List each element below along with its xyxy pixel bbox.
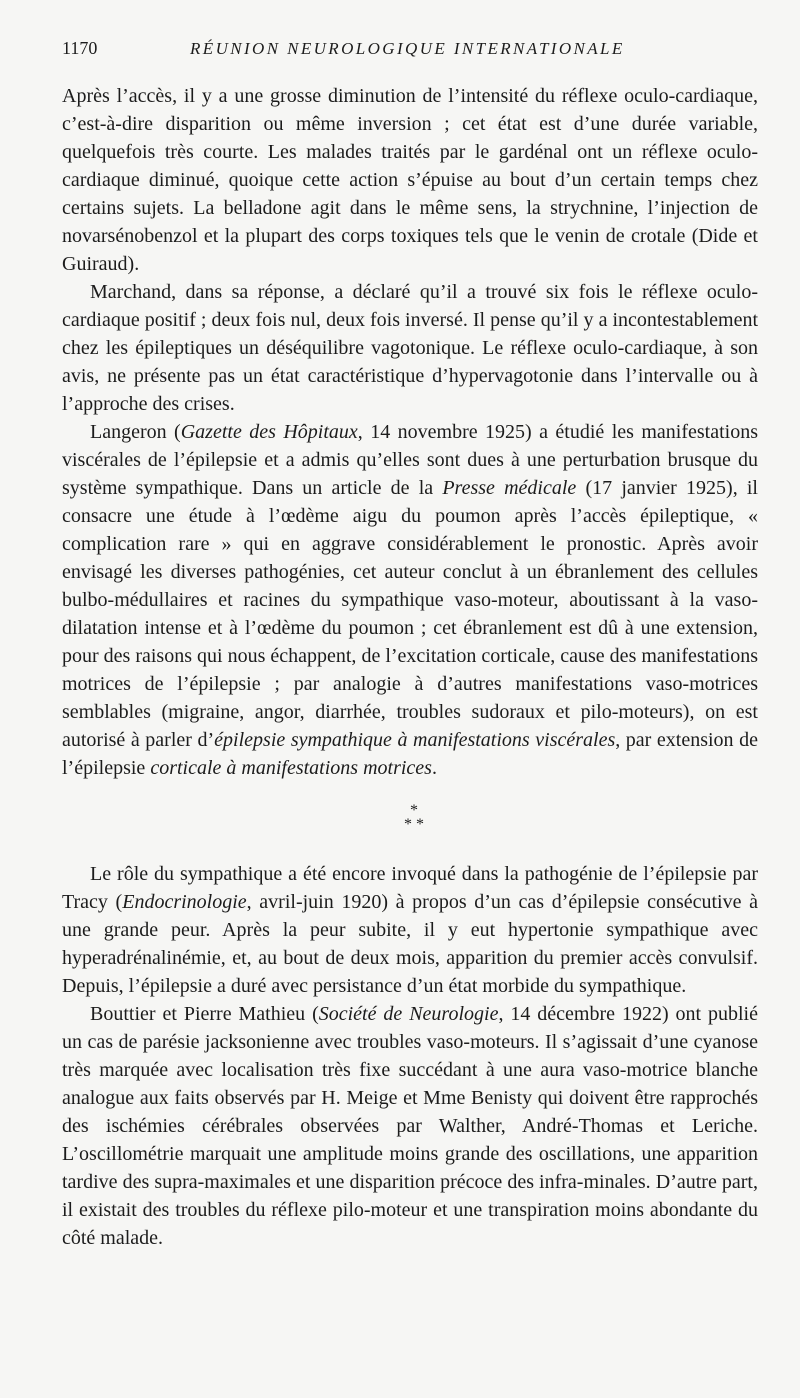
- body-text: [62, 82, 758, 1252]
- text-run: .: [431, 757, 437, 779]
- citation-title: Presse médicale: [442, 477, 577, 499]
- text-run: , 14 novembre 1925) a étudié les manifestations viscérales de l’épilepsie et a admis qu’elles sont dues à une perturbation brusque du système sympathique. Dans un article de la: [62, 421, 759, 499]
- text-run: , par extension de l’épilepsie: [62, 729, 758, 779]
- paragraph-bouttier-mathieu: [62, 1000, 758, 1252]
- text-run: , 14 décembre 1922) ont publié un cas de parésie jacksonienne avec troubles vaso-moteurs. Il s’agissait d’une cyanose très marquée avec localisation très fixe succédant à une aura vaso-motrice blanche analogue aux faits observés par H. Meige et Mme Benisty qui doivent être rapprochés des ischémies cérébrales observées par Walther, André-Thomas et Leriche. L’oscillométrie marquait une amplitude moins grande des oscillations, une apparition tardive des supra-maximales et une disparition précoce des infra-minales. D’autre part, il existait des troubles du réflexe pilo-moteur et une transpiration moins abondante du côté malade.: [62, 1003, 758, 1249]
- paragraph-reflex-after-seizure: Après l’accès, il y a une grosse diminution de l’intensité du réflexe oculo-cardiaque, c’est-à-dire disparition ou même inversion ; cet état est d’une durée variable, quelquefois très courte. Les malades traités par le gardénal ont un réflexe oculo-cardiaque diminué, quoique cette action s’épuise au bout d’un certain temps chez certains sujets. La belladone agit dans le même sens, la strychnine, l’injection de novarsénobenzol et la plupart des corps toxiques tels que le venin de crotale (Dide et Guiraud).: [62, 85, 758, 275]
- text-run: Langeron (: [90, 421, 181, 443]
- emphasis: corticale à manifestations motrices: [150, 757, 432, 779]
- text-run: (17 janvier 1925), il consacre une étude à l’œdème aigu du poumon après l’accès épileptique, « complication rare » qui en aggrave considérablement le pronostic. Après avoir envisagé les diverses pathogénies, cet auteur conclut à un ébranlement des cellules bulbo-médullaires et racines du sympathique vaso-moteur, aboutissant à la vaso-dilatation intense et à l’œdème du poumon ; cet ébranlement est dû à une extension, pour des raisons qui nous échappent, de l’excitation corticale, cause des manifestations motrices de l’épilepsie ; par analogie à d’autres manifestations vaso-motrices semblables (migraine, angor, diarrhée, troubles sudoraux et pilo-moteurs), on est autorisé à parler d’: [62, 477, 758, 751]
- asterism-bottom: * *: [404, 816, 424, 833]
- asterism-divider: [62, 804, 758, 832]
- citation-title: Endocrinologie: [122, 891, 247, 913]
- text-run: , avril-juin 1920) à propos d’un cas d’épilepsie consécutive à une grande peur. Après la peur subite, il y eut hypertonie sympathique avec hyperadrénalinémie, et, au bout de deux mois, apparition du premier accès convulsif. Depuis, l’épilepsie a duré avec persistance d’un état morbide du sympathique.: [62, 891, 758, 997]
- page-number: 1170: [62, 38, 98, 58]
- paragraph-marchand: Marchand, dans sa réponse, a déclaré qu’il a trouvé six fois le réflexe oculo-cardiaque positif ; deux fois nul, deux fois inversé. Il pense qu’il y a incontestablement chez les épileptiques un déséquilibre vagotonique. Le réflexe oculo-cardiaque, à son avis, ne présente pas un état caractéristique d’hypervagotonie dans l’intervalle ou à l’approche des crises.: [62, 281, 758, 415]
- running-head: [62, 38, 758, 78]
- paragraph-langeron: [62, 418, 758, 782]
- text-run: Le rôle du sympathique a été encore invoqué dans la pathogénie de l’épilepsie par Tracy (: [62, 863, 758, 913]
- running-title: RÉUNION NEUROLOGIQUE INTERNATIONALE: [190, 39, 625, 58]
- text-run: Bouttier et Pierre Mathieu (: [90, 1003, 319, 1025]
- paragraph-tracy: [62, 860, 758, 1000]
- citation-title: Gazette des Hôpitaux: [180, 421, 358, 443]
- asterism-top: *: [410, 802, 418, 819]
- citation-title: Société de Neurologie: [318, 1003, 499, 1025]
- emphasis: épilepsie sympathique à manifestations viscérales: [214, 729, 616, 751]
